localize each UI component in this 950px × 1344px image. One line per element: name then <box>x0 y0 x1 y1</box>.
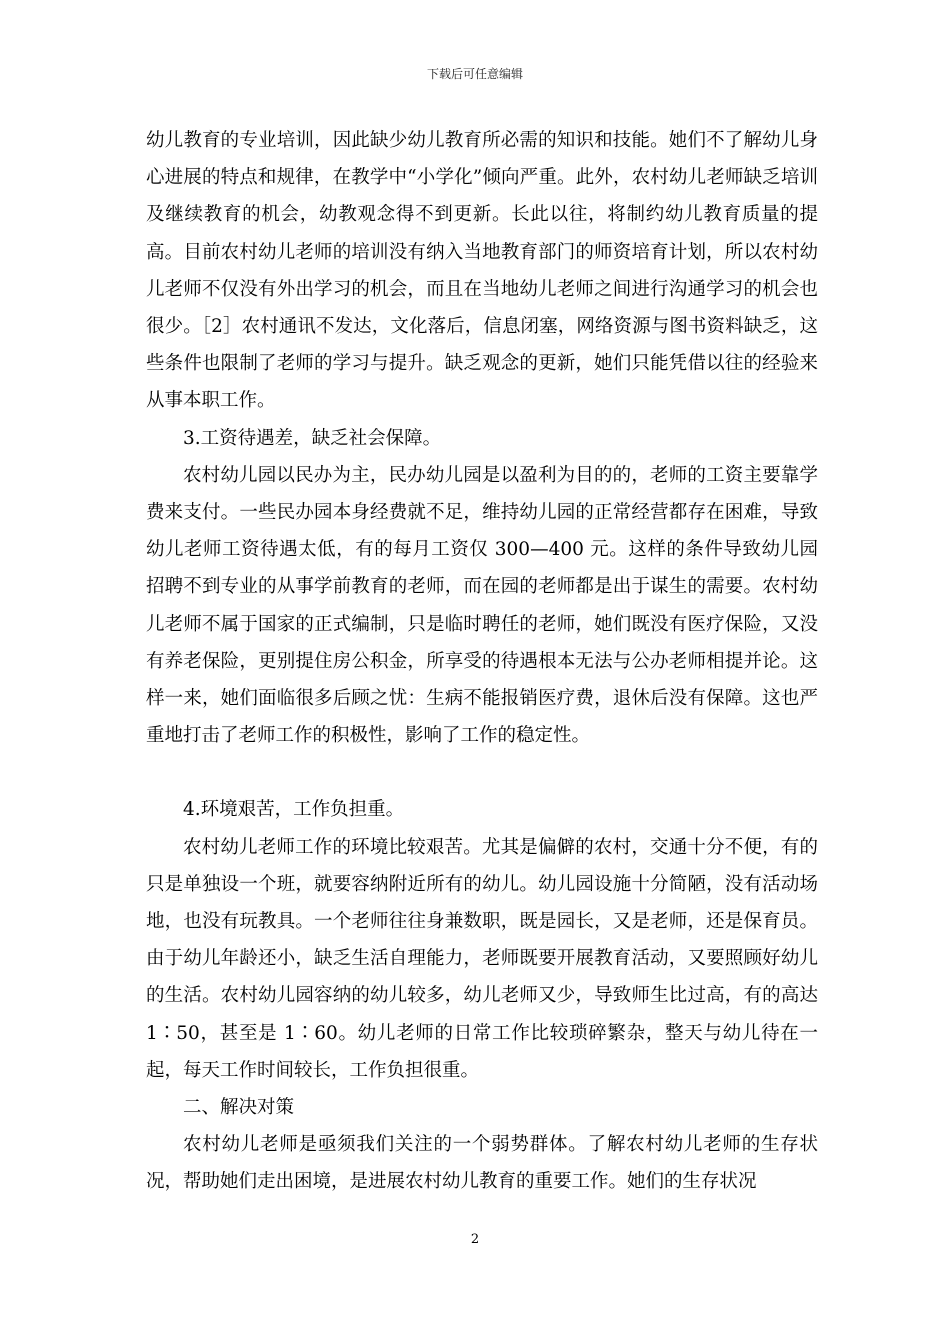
page-header: 下载后可任意编辑 <box>426 67 523 81</box>
section-heading-solutions: 二、解决对策 <box>183 1097 295 1119</box>
page-number: 2 <box>470 1232 480 1247</box>
section-heading-3: 3.工资待遇差，缺乏社会保障。 <box>183 427 442 449</box>
section-heading-4: 4.环境艰苦，工作负担重。 <box>183 799 405 821</box>
blank-line <box>146 754 818 791</box>
paragraph-continuation: 幼儿教育的专业培训，因此缺少幼儿教育所必需的知识和技能。她们不了解幼儿身心进展的特点和规律，在教学中“小学化”倾向严重。此外，农村幼儿老师缺乏培训及继续教育的机会，幼教观念得不到更新。长此以往，将制约幼儿教育质量的提高。目前农村幼儿老师的培训没有纳入当地教育部门的师资培育计划，所以农村幼儿老师不仅没有外出学习的机会，而且在当地幼儿老师之间进行沟通学习的机会也很少。［2］农村通讯不发达，文化落后，信息闭塞，网络资源与图书资料缺乏，这些条件也限制了老师的学习与提升。缺乏观念的更新，她们只能凭借以往的经验来从事本职工作。 <box>146 130 818 412</box>
document-body <box>146 122 818 1201</box>
paragraph-solutions: 农村幼儿老师是亟须我们关注的一个弱势群体。了解农村幼儿老师的生存状况，帮助她们走出困境，是进展农村幼儿教育的重要工作。她们的生存状况 <box>146 1134 818 1193</box>
paragraph-environment: 农村幼儿老师工作的环境比较艰苦。尤其是偏僻的农村，交通十分不便，有的只是单独设一个班，就要容纳附近所有的幼儿。幼儿园设施十分简陋，没有活动场地，也没有玩教具。一个老师往往身兼数职，既是园长，又是老师，还是保育员。由于幼儿年龄还小，缺乏生活自理能力，老师既要开展教育活动，又要照顾好幼儿的生活。农村幼儿园容纳的幼儿较多，幼儿老师又少，导致师生比过高，有的高达 1∶50，甚至是 1∶60。幼儿老师的日常工作比较琐碎繁杂，整天与幼儿待在一起，每天工作时间较长，工作负担很重。 <box>146 836 818 1081</box>
paragraph-salary: 农村幼儿园以民办为主，民办幼儿园是以盈利为目的的，老师的工资主要靠学费来支付。一些民办园本身经费就不足，维持幼儿园的正常经营都存在困难，导致幼儿老师工资待遇太低，有的每月工资仅 300—400 元。这样的条件导致幼儿园招聘不到专业的从事学前教育的老师，而在园的老师都是出于谋生的需要。农村幼儿老师不属于国家的正式编制，只是临时聘任的老师，她们既没有医疗保险，又没有养老保险，更别提住房公积金，所享受的待遇根本无法与公办老师相提并论。这样一来，她们面临很多后顾之忧：生病不能报销医疗费，退休后没有保障。这也严重地打击了老师工作的积极性，影响了工作的稳定性。 <box>146 464 818 747</box>
